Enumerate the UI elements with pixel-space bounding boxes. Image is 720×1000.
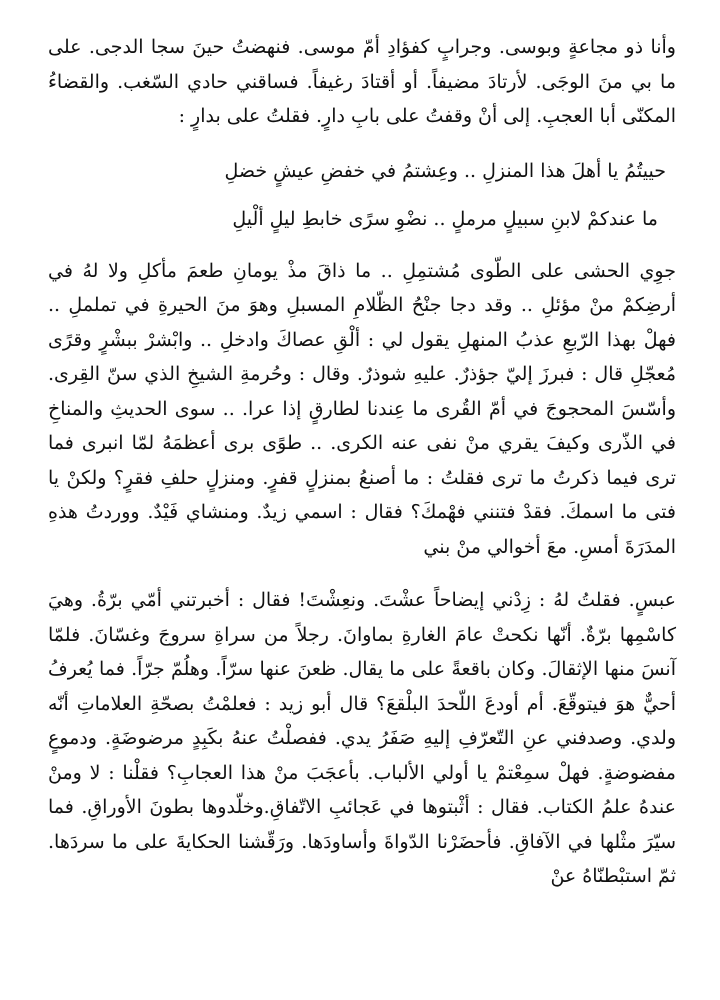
- document-page: [48, 30, 676, 894]
- middle-paragraph: جوِي الحشى على الطّوى مُشتمِلِ .. ما ذاقَ مذْ يومانِ طعمَ مأكلِ ولا لهُ في أرضِكمْ منْ مؤئلِ .. وقد دجا جنْحُ الظّلامِ المسبلِ وهوَ منَ الحيرةِ في تململِ .. فهلْ بهذا الرّبعِ عذبُ المنهلِ يقول لي : ألْقِ عصاكَ وادخلِ .. وابْشرْ ببشْرٍ وقرًى مُعجّلِ قال : فبرزَ إليّ جؤذرٌ. عليهِ شوذرٌ. وقال : وحُرمةِ الشيخِ الذي سنّ القِرى. وأسّسَ المحجوجَ في أمّ القُرى ما عِندنا لطارقٍ إذا عرا. .. سوى الحديثِ والمناخِ في الذّرى وكيفَ يقري منْ نفى عنه الكرى. .. طوًى برى أعظمَهُ لمّا انبرى فما ترى فيما ذكرتُ ما ترى فقلتُ : ما أصنعُ بمنزلٍ قفرٍ. ومنزلٍ حلفِ فقرٍ؟ ولكنْ يا فتى ما اسمكَ. فقدْ فتنني فهْمكَ؟ فقال : اسمي زيدٌ. ومنشاي فَيْدٌ. ووردتُ هذهِ المدَرَةَ أمسِ. معَ أخوالي منْ بني: [48, 259, 676, 558]
- closing-paragraph: عبسٍ. فقلتُ لهُ : زِدْني إيضاحاً عشْتَ. ونعِشْتَ! فقال : أخبرتني أمّي برّةُ. وهيَ كاسْمِها برّةٌ. أنّها نكحتْ عامَ الغارةِ بماوانَ. رجلاً من سراةِ سروجَ وغسّانَ. فلمّا آنسَ منها الإثقالَ. وكان باقعةً على ما يقال. ظعنَ عنها سرّاً. وهلُمّ جرّاً. فما يُعرفُ أحيٌّ هوَ فيتوقّعَ. أم أودعَ اللّحدَ البلْقعَ؟ قال أبو زيد : فعلمْتُ بصحّةِ العلاماتِ أنّه ولدي. وصدفني عنِ التّعرّفِ إليهِ صَفَرُ يدي. ففصلْتُ عنهُ بكَبِدٍ مرضوضَةٍ. ودموعٍ مفضوضةٍ. فهلْ سمِعْتمْ يا أولي الألباب. بأعجَبَ منْ هذا العجابِ؟ فقلْنا : لا ومنْ عندهُ علمُ الكتاب. فقال : أثْبتوها في عَجائبِ الاتّفاقِ.وخلّدوها بطونَ الأوراقِ. فما سيّرَ مثْلها في الآفاقِ. فأحضَرْنا الدّواةَ وأساودَها. ورَقّشنا الحكايةَ على ما سردَها. ثمّ استبْطنّاهُ عنْ: [48, 589, 676, 887]
- intro-paragraph: وأنا ذو مجاعةٍ وبوسى. وجرابٍ كفؤادِ أمّ موسى. فنهضتُ حينَ سجا الدجى. على ما بي منَ الوجَى. لأرتادَ مضيفاً. أو أقتادَ رغيفاً. فساقني حادي السّغب. والقضاءُ المكنّى أبا العجبِ. إلى أنْ وقفتُ على بابِ دارٍ. فقلتُ على بدارٍ :: [48, 36, 676, 127]
- verse-line-1: حييتُمُ يا أهلَ هذا المنزلِ .. وعِشتمُ في خفضِ عيشٍ خضلِ: [224, 159, 666, 182]
- verse-line-2: ما عندكمْ لابنِ سبيلٍ مرملٍ .. نضْوِ سرًى خابطِ ليلٍ ألْيلِ: [232, 207, 658, 230]
